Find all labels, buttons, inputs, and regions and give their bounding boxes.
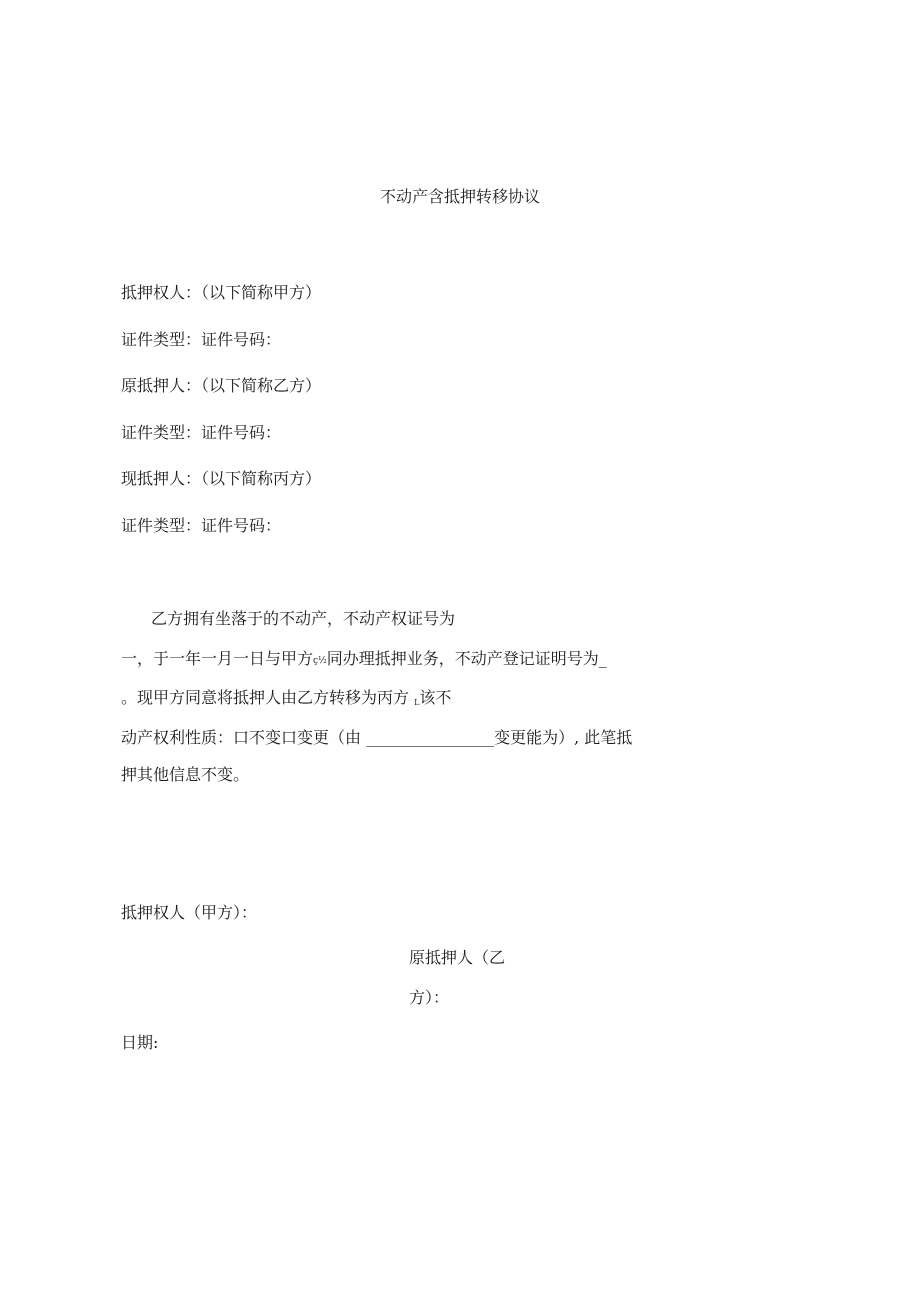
body-line-3	[121, 687, 451, 714]
body-line-3-end: 该不	[419, 688, 452, 707]
ocr-artifact-mark: L	[414, 698, 420, 707]
mortgagee-line: 抵押权人：（以下简称甲方）	[121, 283, 322, 302]
mortgagee-signature-label: 抵押权人（甲方）：	[121, 903, 258, 922]
current-mortgagor-id-line: 证件类型：证件号码：	[121, 516, 282, 535]
original-mortgagor-line: 原抵押人：（以下简称乙方）	[121, 376, 322, 395]
body-line-2-end: 同办理抵押业务，不动产登记证明号为_	[326, 649, 607, 668]
date-label: 日期:	[121, 1033, 159, 1052]
body-line-1: 乙方拥有坐落于的不动产，不动产权证号为	[151, 609, 456, 628]
original-mortgagor-signature-label-1: 原抵押人（乙	[409, 948, 506, 967]
ocr-artifact-mark: ç½	[313, 656, 327, 666]
mortgagee-id-line: 证件类型：证件号码：	[121, 330, 282, 349]
original-mortgagor-id-line: 证件类型：证件号码：	[121, 423, 282, 442]
body-line-3-start: 。现甲方同意将抵押人由乙方转移为丙方	[121, 688, 410, 707]
body-line-2	[121, 648, 607, 672]
body-line-5: 押其他信息不变。	[121, 765, 250, 784]
original-mortgagor-signature-label-2: 方）：	[409, 988, 450, 1007]
body-line-4: 动产权利性质：口不变口变更（由 ________________变更能为）, 此笔抵	[121, 728, 633, 747]
current-mortgagor-line: 现抵押人：（以下简称丙方）	[121, 469, 322, 488]
body-line-2-start: 一，于一年一月一日与甲方	[121, 649, 314, 668]
document-title: 不动产含抵押转移协议	[379, 187, 540, 206]
